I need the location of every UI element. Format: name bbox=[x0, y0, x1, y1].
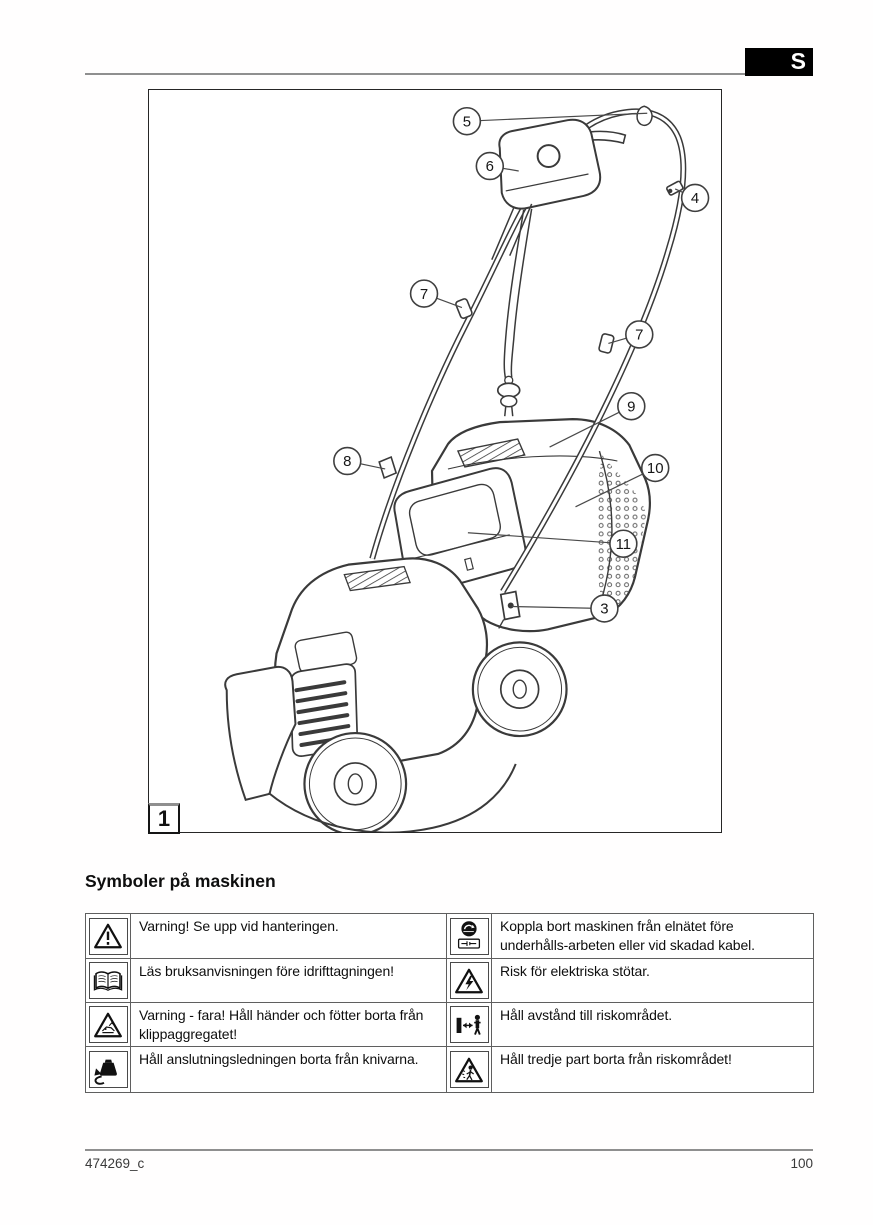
symbol-text-cell bbox=[131, 1003, 447, 1047]
footer-rule bbox=[85, 1149, 813, 1151]
symbol-text-cell bbox=[131, 1047, 447, 1093]
disconnect-plug-icon bbox=[450, 918, 489, 955]
svg-text:8: 8 bbox=[343, 453, 352, 471]
symbol-text: Varning! Se upp vid hanteringen. bbox=[139, 918, 339, 934]
symbol-icon-cell bbox=[447, 1003, 492, 1047]
symbol-text: Läs bruksanvisningen före idrifttagningen! bbox=[139, 963, 394, 979]
front-housing bbox=[275, 558, 487, 765]
table-row bbox=[86, 1047, 814, 1093]
symbol-icon-cell bbox=[447, 914, 492, 959]
symbol-text: Håll avstånd till riskområdet. bbox=[500, 1007, 673, 1023]
document-code: 474269_c bbox=[85, 1156, 145, 1171]
symbol-icon-cell bbox=[86, 914, 131, 959]
header-rule bbox=[85, 73, 813, 75]
symbol-text: Risk för elektriska stötar. bbox=[500, 963, 650, 979]
symbols-heading: Symboler på maskinen bbox=[85, 871, 276, 891]
svg-text:9: 9 bbox=[627, 398, 636, 416]
svg-text:4: 4 bbox=[690, 190, 700, 208]
symbol-text: Koppla bort maskinen från elnätet före underhålls-arbeten eller vid skadad kabel. bbox=[500, 918, 755, 953]
symbol-text: Håll tredje part borta från riskområdet! bbox=[500, 1051, 732, 1067]
svg-text:3: 3 bbox=[600, 600, 609, 618]
read-manual-icon bbox=[89, 962, 128, 999]
symbol-text: Varning - fara! Håll händer och fötter borta från klippaggregatet! bbox=[139, 1007, 424, 1042]
symbol-icon-cell bbox=[447, 959, 492, 1003]
mains-plug bbox=[498, 376, 520, 416]
symbol-text-cell bbox=[492, 914, 814, 959]
svg-text:11: 11 bbox=[615, 535, 632, 553]
symbol-text-cell bbox=[131, 959, 447, 1003]
svg-text:6: 6 bbox=[485, 158, 494, 176]
svg-text:7: 7 bbox=[635, 326, 644, 344]
symbol-icon-cell bbox=[447, 1047, 492, 1093]
warning-icon bbox=[89, 918, 128, 955]
symbol-text-cell bbox=[492, 959, 814, 1003]
symbols-table bbox=[85, 913, 814, 1093]
table-row bbox=[86, 914, 814, 959]
rear-wheel bbox=[473, 642, 567, 736]
power-cable bbox=[498, 209, 532, 416]
language-section-tab: S bbox=[745, 48, 813, 76]
symbol-text: Håll anslutningsledningen borta från knivarna. bbox=[139, 1051, 419, 1067]
callout-8 bbox=[334, 448, 385, 475]
machine-diagram bbox=[149, 90, 721, 832]
symbol-text-cell bbox=[131, 914, 447, 959]
front-wheel bbox=[304, 733, 406, 832]
svg-text:7: 7 bbox=[419, 285, 429, 303]
table-row bbox=[86, 1003, 814, 1047]
front-bumper bbox=[225, 667, 295, 800]
page-number: 100 bbox=[790, 1156, 813, 1171]
keep-distance-icon bbox=[450, 1006, 489, 1043]
symbol-icon-cell bbox=[86, 959, 131, 1003]
callout-7 bbox=[608, 321, 652, 348]
symbol-text-cell bbox=[492, 1047, 814, 1093]
figure-number: 1 bbox=[148, 803, 180, 834]
symbol-icon-cell bbox=[86, 1047, 131, 1093]
switch-button bbox=[538, 145, 560, 167]
symbol-text-cell bbox=[492, 1003, 814, 1047]
cable-away-from-blades-icon bbox=[89, 1051, 128, 1088]
svg-text:10: 10 bbox=[646, 460, 664, 478]
table-row bbox=[86, 959, 814, 1003]
hands-feet-away-icon bbox=[89, 1006, 128, 1043]
electric-shock-icon bbox=[450, 962, 489, 999]
svg-text:5: 5 bbox=[462, 113, 472, 131]
callout-7 bbox=[411, 280, 462, 307]
figure-frame bbox=[148, 89, 722, 833]
symbol-icon-cell bbox=[86, 1003, 131, 1047]
third-party-away-icon bbox=[450, 1051, 489, 1088]
